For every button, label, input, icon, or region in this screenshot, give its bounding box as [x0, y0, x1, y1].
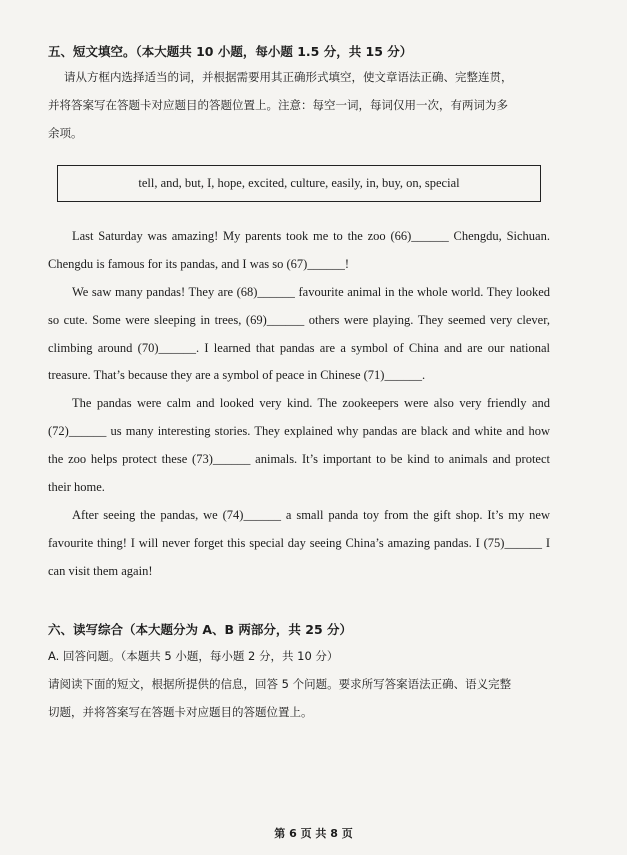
- passage-line-3: We saw many pandas! They are (68)______ favourite animal in the whole world. They looked: [72, 285, 550, 299]
- passage-line-13: can visit them again!: [48, 564, 153, 578]
- section-6-instruction-line-1: 请阅读下面的短文，根据所提供的信息，回答 5 个问题。要求所写答案语法正确、语义完整: [48, 677, 512, 691]
- passage-line-4: so cute. Some were sleeping in trees, (69)______ others were playing. They seemed very clever,: [48, 313, 550, 327]
- passage-line-7: The pandas were calm and looked very kind. The zookeepers were also very friendly and: [72, 396, 550, 410]
- section-6-part-a-title: A. 回答问题。（本题共 5 小题，每小题 2 分，共 10 分）: [48, 649, 339, 663]
- passage-line-1: Last Saturday was amazing! My parents took me to the zoo (66)______ Chengdu, Sichuan.: [72, 229, 550, 243]
- section-5-instruction-line-2: 并将答案写在答题卡对应题目的答题位置上。注意：每空一词，每词仅用一次，有两词为多: [48, 98, 508, 112]
- passage-line-6: treasure. That’s because they are a symbol of peace in Chinese (71)______.: [48, 368, 426, 382]
- passage-line-12: favourite thing! I will never forget this special day seeing China’s amazing pandas. I (75)______ I: [48, 536, 550, 550]
- section-5-title: 五、短文填空。（本大题共 10 小题，每小题 1.5 分，共 15 分）: [48, 44, 413, 59]
- passage-line-9: the zoo helps protect these (73)______ animals. It’s important to be kind to animals and protect: [48, 452, 550, 466]
- passage-line-8: (72)______ us many interesting stories. They explained why pandas are black and white and how: [48, 424, 550, 438]
- section-6-title: 六、读写综合（本大题分为 A、B 两部分，共 25 分）: [48, 622, 353, 637]
- word-bank-text: tell, and, but, I, hope, excited, culture, easily, in, buy, on, special: [138, 176, 460, 190]
- passage-line-5: climbing around (70)______. I learned that pandas are a symbol of China and are our national: [48, 341, 550, 355]
- passage-line-11: After seeing the pandas, we (74)______ a small panda toy from the gift shop. It’s my new: [72, 508, 550, 522]
- passage-line-2: Chengdu is famous for its pandas, and I was so (67)______!: [48, 257, 349, 271]
- section-5-instruction-line-3: 余项。: [48, 126, 83, 140]
- page-number: 第 6 页 共 8 页: [274, 827, 353, 840]
- word-bank-box: [57, 165, 541, 202]
- section-6-instruction-line-2: 切题，并将答案写在答题卡对应题目的答题位置上。: [48, 705, 313, 719]
- section-5-instruction-line-1: 请从方框内选择适当的词，并根据需要用其正确形式填空，使文章语法正确、完整连贯，: [64, 70, 513, 84]
- passage-line-10: their home.: [48, 480, 105, 494]
